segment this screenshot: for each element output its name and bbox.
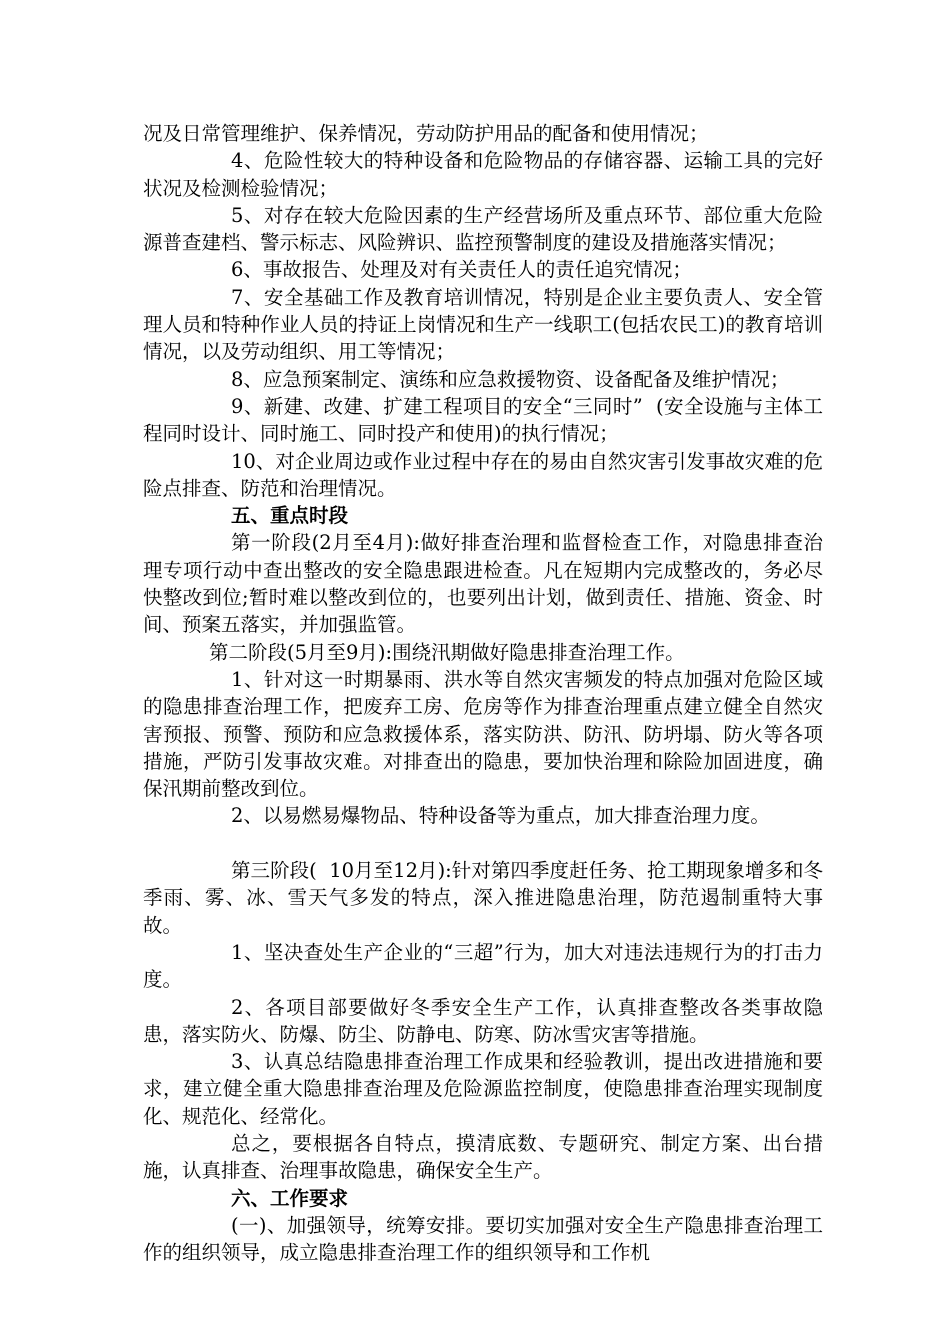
list-item-10: 10、对企业周边或作业过程中存在的易由自然灾害引发事故灾难的危险点排查、防范和治理情况。 [143, 449, 823, 500]
phase-two-paragraph: 第二阶段(5月至9月):围绕汛期做好隐患排查治理工作。 [209, 640, 685, 664]
list-item-8: 8、应急预案制定、演练和应急救援物资、设备配备及维护情况； [231, 367, 790, 391]
phase-three-paragraph: 第三阶段( 10月至12月):针对第四季度赶任务、抢工期现象增多和冬季雨、雾、冰、雪天气多发的特点，深入推进隐患治理，防范遏制重特大事故。 [143, 859, 823, 937]
list-item-7: 7、安全基础工作及教育培训情况，特别是企业主要负责人、安全管理人员和特种作业人员的持证上岗情况和生产一线职工(包括农民工)的教育培训情况，以及劳动组织、用工等情况； [143, 285, 823, 364]
list-item-6: 6、事故报告、处理及对有关责任人的责任追究情况； [231, 258, 692, 282]
summary-paragraph: 总之，要根据各自特点，摸清底数、专题研究、制定方案、出台措施，认真排查、治理事故隐患，确保安全生产。 [143, 1131, 823, 1183]
phase-three-item-3: 3、认真总结隐患排查治理工作成果和经验教训，提出改进措施和要求，建立健全重大隐患排查治理及危险源监控制度，使隐患排查治理实现制度化、规范化、经常化。 [143, 1050, 823, 1128]
section-heading-6: 六、工作要求 [231, 1186, 349, 1210]
phase-one-paragraph: 第一阶段(2月至4月):做好排查治理和监督检查工作，对隐患排查治理专项行动中查出整改的安全隐患跟进检查。凡在短期内完成整改的，务必尽快整改到位;暂时难以整改到位的，也要列出计划，做到责任、措施、资金、时间、预案五落实，并加强监管。 [143, 531, 823, 637]
list-item-5: 5、对存在较大危险因素的生产经营场所及重点环节、部位重大危险源普查建档、警示标志、风险辨识、监控预警制度的建设及措施落实情况； [143, 203, 823, 255]
list-item-9: 9、新建、改建、扩建工程项目的安全“三同时” (安全设施与主体工程同时设计、同时施工、同时投产和使用)的执行情况； [143, 394, 823, 446]
section-heading-5: 五、重点时段 [231, 504, 349, 528]
blank-line [143, 830, 823, 857]
phase-two-item-2: 2、以易燃易爆物品、特种设备等为重点，加大排查治理力度。 [231, 804, 770, 828]
list-item-4: 4、危险性较大的特种设备和危险物品的存储容器、运输工具的完好状况及检测检验情况； [143, 149, 823, 200]
requirement-item-1: (一)、加强领导，统筹安排。要切实加强对安全生产隐患排查治理工作的组织领导，成立隐患排查治理工作的组织领导和工作机 [143, 1213, 823, 1265]
phase-three-item-1: 1、坚决查处生产企业的“三超”行为，加大对违法违规行为的打击力度。 [143, 940, 823, 992]
phase-three-item-2: 2、各项目部要做好冬季安全生产工作，认真排查整改各类事故隐患，落实防火、防爆、防尘、防静电、防寒、防冰雪灾害等措施。 [143, 995, 823, 1046]
phase-two-item-1: 1、针对这一时期暴雨、洪水等自然灾害频发的特点加强对危险区域的隐患排查治理工作，把废弃工房、危房等作为排查治理重点建立健全自然灾害预报、预警、预防和应急救援体系，落实防洪、防汛、防坍塌、防火等各项措施，严防引发事故灾难。对排查出的隐患，要加快治理和除险加固进度，确保汛期前整改到位。 [143, 667, 823, 801]
document-body [143, 120, 823, 1266]
paragraph-continuation: 况及日常管理维护、保养情况，劳动防护用品的配备和使用情况； [143, 122, 709, 145]
